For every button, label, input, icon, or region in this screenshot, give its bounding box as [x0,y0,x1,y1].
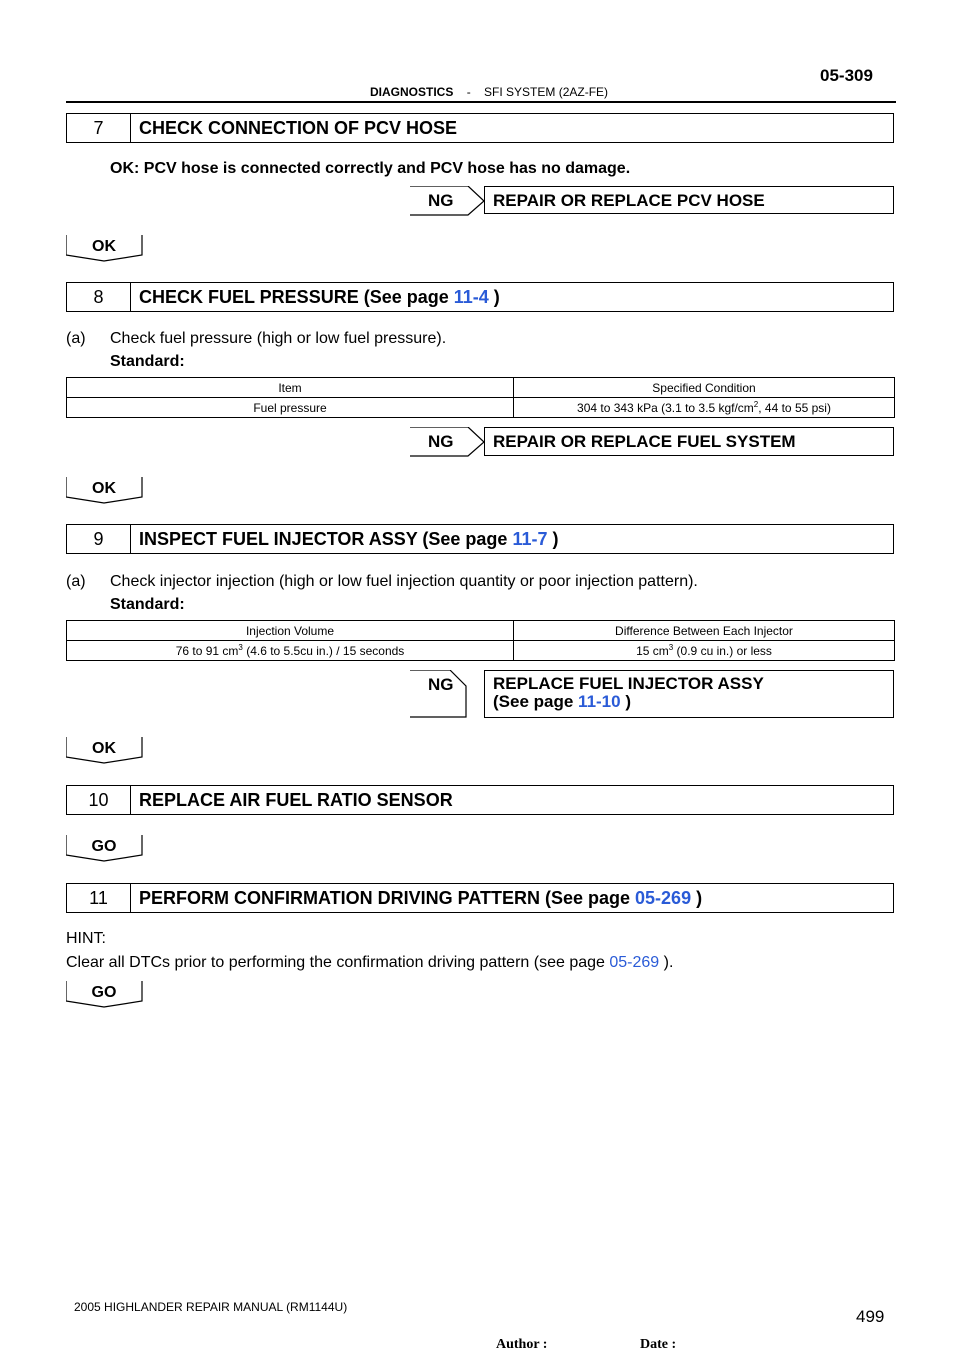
step-9-title [131,529,558,550]
header-section: DIAGNOSTICS [370,85,454,99]
step-7-ok-criteria: OK: PCV hose is connected correctly and PCV hose has no damage. [110,160,631,177]
ng-label: NG [428,191,454,210]
step-8-standard: Standard: [110,353,185,370]
step-11-number: 11 [67,884,131,912]
ng-action-box: REPAIR OR REPLACE FUEL SYSTEM [484,427,894,456]
footer-author: Author : [496,1337,548,1352]
step-8-ok-tab [66,477,142,503]
step-11-page-link[interactable]: 05-269 [635,887,692,908]
ok-label: OK [92,480,116,497]
step-8-item-a: (a) [66,330,86,347]
table-header-cell: Item [67,378,514,398]
step-9-item-a: (a) [66,573,86,590]
step-7-title: CHECK CONNECTION OF PCV HOSE [139,117,458,138]
step-9-spec-table [66,620,895,661]
step-9-title-end: ) [547,528,559,549]
step-8-number: 8 [67,283,131,311]
step-11-go-tab [66,981,142,1007]
step-11-title-end: ) [691,887,703,908]
ng-action-line1: REPLACE FUEL INJECTOR ASSY [493,674,764,693]
step-8-box [66,282,894,312]
step-9-item-text: Check injector injection (high or low fuel injection quantity or poor injection pattern). [110,573,698,590]
step-8-item-text: Check fuel pressure (high or low fuel pressure). [110,330,447,347]
ng-action-line2: (See page 11-10 ) [493,692,631,711]
step-10-number: 10 [67,786,131,814]
step-8-title [131,287,500,308]
ng-label: NG [428,675,454,694]
footer-date: Date : [640,1337,677,1352]
go-label: GO [91,838,117,855]
hint-label: HINT: [66,930,106,947]
hint-text: Clear all DTCs prior to performing the confirmation driving pattern (see page 05-269 ). [66,954,674,971]
ng-page-link[interactable]: 11-10 [578,692,621,711]
page-header [370,85,608,99]
step-9-ok-tab [66,737,142,763]
step-9-title-text: INSPECT FUEL INJECTOR ASSY (See page [139,528,513,549]
header-dash: - [466,85,471,99]
table-row [67,398,895,418]
table-cell: 15 $cm^3$ (0.9 cu in.) or less [514,641,895,661]
table-cell: 76 to 91 $cm^3$ (4.6 to 5.5cu in.) / 15 seconds [67,641,514,661]
step-7-ok-tab [66,235,142,261]
table-header-row [67,378,895,398]
ng-action-box: REPAIR OR REPLACE PCV HOSE [484,186,894,214]
table-header-cell: Difference Between Each Injector [514,621,895,641]
step-7-number: 7 [67,114,131,142]
header-system: SFI SYSTEM (2AZ-FE) [484,85,609,99]
ok-label: OK [92,740,116,757]
step-11-box [66,883,894,913]
ng-label: NG [428,432,454,451]
footer-page-number: 499 [856,1307,885,1326]
go-label: GO [91,984,117,1001]
step-10-box [66,785,894,815]
table-cell: Fuel pressure [67,398,514,418]
step-8-page-link[interactable]: 11-4 [453,286,489,307]
step-9-box [66,524,894,554]
table-header-cell: Specified Condition [514,378,895,398]
header-rule [66,101,896,103]
table-header-row [67,621,895,641]
step-11-title [131,888,702,909]
footer-manual: 2005 HIGHLANDER REPAIR MANUAL (RM1144U) [74,1300,348,1314]
header-page-code: 05-309 [820,66,873,85]
step-9-number: 9 [67,525,131,553]
ng-action-box [484,670,894,718]
step-9-page-link[interactable]: 11-7 [512,528,548,549]
step-9-standard: Standard: [110,596,185,613]
step-8-title-end: ) [488,286,500,307]
step-8-spec-table [66,377,895,418]
table-header-cell: Injection Volume [67,621,514,641]
step-11-title-text: PERFORM CONFIRMATION DRIVING PATTERN (See page [139,887,636,908]
step-7-box [66,113,894,143]
step-10-title: REPLACE AIR FUEL RATIO SENSOR [139,789,453,810]
step-10-go-tab [66,835,142,861]
table-row [67,641,895,661]
hint-page-link[interactable]: 05-269 [609,954,660,971]
step-8-title-text: CHECK FUEL PRESSURE (See page [139,286,454,307]
ok-label: OK [92,238,116,255]
table-cell: 304 to 343 kPa (3.1 to 3.5 kgf/$cm^2$, 44 to 55 psi) [514,398,895,418]
